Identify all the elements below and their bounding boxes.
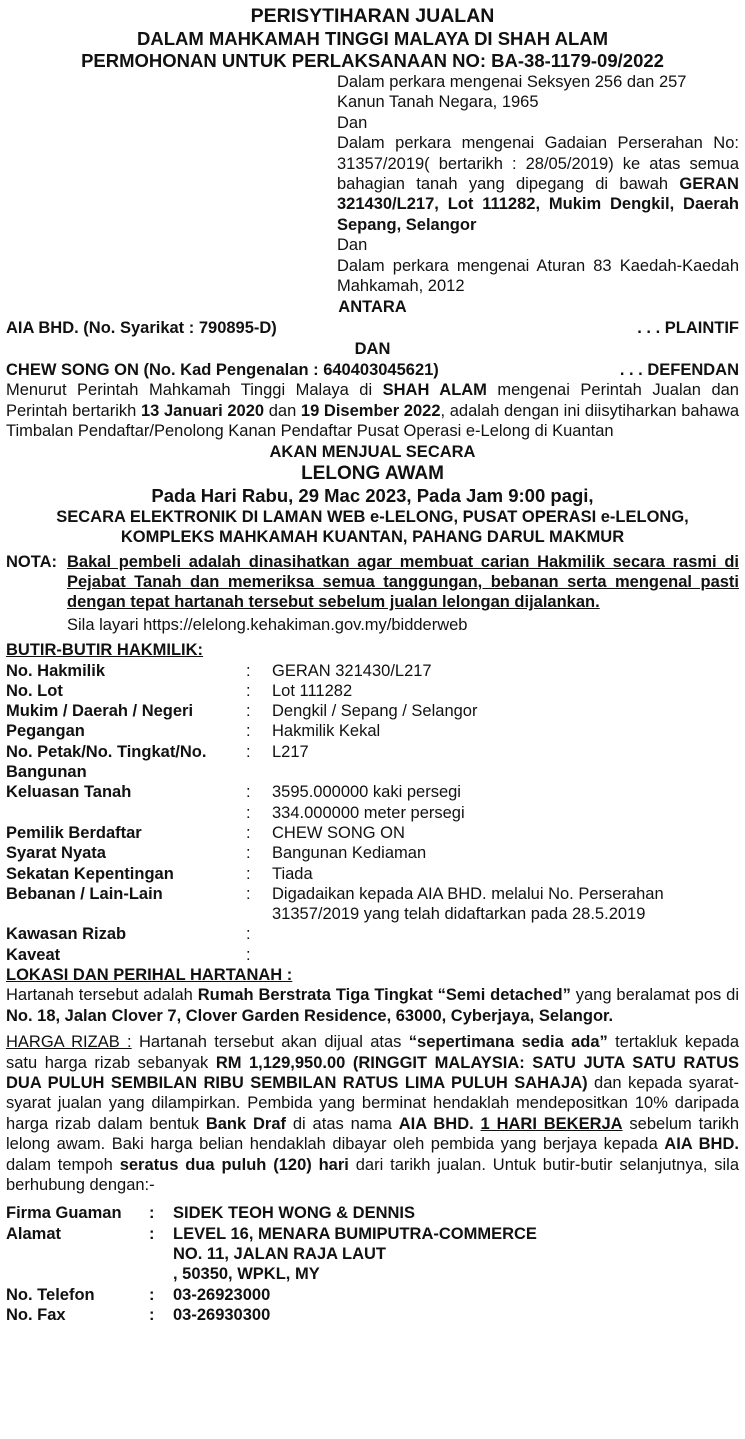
harga-heading: HARGA RIZAB :: [6, 1033, 132, 1052]
detail-separator: :: [246, 783, 251, 802]
address-sep: :: [149, 1224, 155, 1243]
tel-value: 03-26923000: [173, 1285, 271, 1304]
detail-value: Tiada: [272, 864, 313, 883]
detail-label: Kaveat: [6, 945, 61, 964]
harga-reserve-price: RM 1,129,950.00 (RINGGIT MALAYSIA: SATU JUTA SATU RATUS DUA PULUH SEMBILAN RIBU SEMBILAN RATUS LIMA PULUH SAHAJA): [6, 1053, 740, 1093]
harga-payee-2: AIA BHD.: [664, 1135, 739, 1154]
harga-text-2: tertakluk kepada satu harga rizab sebanyak: [6, 1033, 740, 1072]
title-details-row: [6, 701, 739, 721]
auction-line-4: SECARA ELEKTRONIK DI LAMAN WEB e-LELONG, PUSAT OPERASI e-LELONG,: [56, 507, 689, 526]
detail-label: Pemilik Berdaftar: [6, 823, 142, 842]
detail-value: Lot 111282: [272, 681, 353, 700]
matter-line-1a: Dalam perkara mengenai Seksyen 256 dan 257: [337, 73, 687, 91]
detail-separator: :: [246, 661, 251, 680]
detail-separator: :: [246, 742, 251, 761]
detail-value: GERAN 321430/L217: [272, 661, 432, 680]
detail-label: No. Hakmilik: [6, 661, 106, 680]
detail-separator: :: [246, 864, 251, 883]
title-details-table: [6, 661, 739, 965]
detail-separator: :: [246, 925, 251, 944]
title-details-row: [6, 782, 739, 802]
detail-label: No. Petak/No. Tingkat/No. Bangunan: [6, 742, 207, 782]
detail-label: Mukim / Daerah / Negeri: [6, 702, 194, 721]
detail-value: [272, 945, 739, 965]
plaintiff-role: . . . PLAINTIF: [637, 318, 739, 337]
detail-label: Sekatan Kepentingan: [6, 864, 174, 883]
detail-value: 334.000000 meter persegi: [272, 803, 465, 822]
harga-text-5: [474, 1115, 481, 1133]
intro-court: SHAH ALAM: [382, 381, 487, 400]
dan-label: DAN: [354, 340, 391, 359]
lokasi-address: No. 18, Jalan Clover 7, Clover Garden Residence, 63000, Cyberjaya, Selangor.: [6, 1006, 614, 1025]
detail-label: Keluasan Tanah: [6, 783, 132, 802]
detail-separator: :: [246, 945, 251, 964]
plaintiff-name: AIA BHD. (No. Syarikat : 790895-D): [6, 318, 277, 337]
detail-value: [272, 924, 739, 944]
title-details-row: [6, 843, 739, 863]
detail-value: Hakmilik Kekal: [272, 722, 381, 741]
detail-separator: :: [246, 702, 251, 721]
harga-text-3: dan kepada syarat-syarat jualan yang dilampirkan. Pembida yang berminat hendaklah mendepositkan 10% daripada harga rizab dalam bentuk: [6, 1074, 740, 1133]
intro-text-4: , adalah dengan ini diisytiharkan bahawa Timbalan Pendaftar/Penolong Kanan Pendaftar Pusat Operasi e-Lelong di Kuantan: [6, 401, 740, 440]
title-details-row: [6, 742, 739, 783]
nota-body: [67, 552, 739, 636]
matter-line-1b: Kanun Tanah Negara, 1965: [337, 93, 539, 112]
auction-line-1: AKAN MENJUAL SECARA: [269, 443, 476, 462]
detail-value: Bangunan Kediaman: [272, 844, 427, 863]
tel-label: No. Telefon: [6, 1285, 95, 1304]
auction-line-5: KOMPLEKS MAHKAMAH KUANTAN, PAHANG DARUL MAKMUR: [120, 528, 625, 547]
harga-bold-1: “sepertimana sedia ada”: [408, 1033, 608, 1052]
detail-value: L217: [272, 742, 309, 761]
contact-table: [6, 1203, 537, 1325]
contact-row-address: [6, 1224, 537, 1285]
auction-date: Pada Hari Rabu, 29 Mac 2023, Pada Jam 9:00 pagi,: [151, 484, 594, 506]
title-details-row: [6, 721, 739, 741]
title-details-row: [6, 884, 739, 925]
harga-payment-period: seratus dua puluh (120) hari: [119, 1155, 349, 1174]
address-line-1: LEVEL 16, MENARA BUMIPUTRA-COMMERCE: [173, 1224, 537, 1243]
lokasi-paragraph: [6, 985, 739, 1026]
harga-text-6: sebelum tarikh lelong awam. Baki harga belian hendaklah dibayar oleh pembida yang berjaya kepada: [6, 1114, 739, 1154]
matter-charge-text: Dalam perkara mengenai Gadaian Perserahan No: 31357/2019( bertarikh : 28/05/2019) ke atas semua bahagian tanah yang dipegang di bawah: [337, 134, 739, 194]
title-details-row: [6, 864, 739, 884]
tel-sep: :: [149, 1285, 155, 1304]
detail-value: Digadaikan kepada AIA BHD. melalui No. Perserahan 31357/2019 yang telah didaftarkan pada 28.5.2019: [272, 884, 664, 924]
detail-label: Syarat Nyata: [6, 844, 106, 863]
detail-label: Kawasan Rizab: [6, 925, 127, 944]
harga-payee-1: AIA BHD.: [398, 1114, 474, 1133]
auction-line-2: LELONG AWAM: [301, 462, 444, 484]
nota-block: [6, 552, 739, 636]
harga-text-8: dari tarikh jualan. Untuk butir-butir selanjutnya, sila berhubung dengan:-: [6, 1155, 739, 1195]
defendant-role: . . . DEFENDAN: [619, 360, 739, 379]
title-details-row: [6, 823, 739, 843]
matter-charge-paragraph: [337, 133, 739, 235]
detail-label: [6, 803, 246, 823]
lokasi-text-1: Hartanah tersebut adalah: [6, 986, 198, 1005]
plaintiff-row: [6, 318, 739, 338]
detail-label: No. Lot: [6, 681, 63, 700]
detail-separator: :: [246, 844, 251, 863]
harga-working-day: 1 HARI BEKERJA: [480, 1114, 623, 1133]
document-title: PERISYTIHARAN JUALAN: [250, 5, 495, 27]
matter-title-bold: GERAN 321430/L217, Lot 111282, Mukim Dengkil, Daerah Sepang, Selangor: [337, 175, 739, 234]
address-label: Alamat: [6, 1224, 62, 1243]
address-line-2: NO. 11, JALAN RAJA LAUT: [173, 1245, 387, 1264]
detail-separator: :: [246, 884, 251, 903]
harga-text-7: dalam tempoh: [6, 1155, 120, 1174]
detail-label: Bebanan / Lain-Lain: [6, 884, 163, 903]
intro-date-1: 13 Januari 2020: [140, 401, 265, 420]
detail-separator: :: [246, 681, 251, 700]
intro-date-2: 19 Disember 2022: [300, 401, 441, 420]
fax-sep: :: [149, 1305, 155, 1324]
fax-value: 03-26930300: [173, 1305, 271, 1324]
address-line-3: , 50350, WPKL, MY: [173, 1265, 320, 1284]
title-details-row: [6, 661, 739, 681]
application-number: PERMOHONAN UNTUK PERLAKSANAAN NO: BA-38-1179-09/2022: [81, 50, 664, 71]
court-name: DALAM MAHKAMAH TINGGI MALAYA DI SHAH ALAM: [136, 28, 609, 49]
butir-heading: BUTIR-BUTIR HAKMILIK:: [6, 641, 204, 660]
detail-value: Dengkil / Sepang / Selangor: [272, 702, 478, 721]
defendant-row: [6, 360, 739, 380]
sale-proclamation: [6, 0, 739, 1325]
intro-text-1: Menurut Perintah Mahkamah Tinggi Malaya di: [6, 381, 383, 400]
detail-label: Pegangan: [6, 722, 85, 741]
firm-sep: :: [149, 1204, 155, 1223]
title-details-row: [6, 681, 739, 701]
contact-row-firm: [6, 1203, 537, 1223]
matter-dan-2: Dan: [337, 236, 368, 255]
detail-separator: :: [246, 823, 251, 842]
intro-paragraph: [6, 380, 739, 441]
detail-separator: :: [246, 803, 251, 822]
antara-label: ANTARA: [338, 298, 407, 317]
fax-label: No. Fax: [6, 1305, 66, 1324]
defendant-name: CHEW SONG ON (No. Kad Pengenalan : 640403045621): [6, 360, 439, 379]
nota-link: Sila layari https://elelong.kehakiman.gov.my/bidderweb: [67, 615, 468, 634]
harga-text-4: di atas nama: [286, 1114, 399, 1133]
detail-value: 3595.000000 kaki persegi: [272, 783, 461, 802]
lokasi-heading: LOKASI DAN PERIHAL HARTANAH :: [6, 966, 293, 985]
title-details-row: [6, 803, 739, 823]
nota-label: NOTA:: [6, 552, 58, 571]
lokasi-text-2: yang beralamat pos di: [570, 986, 739, 1005]
title-details-row: [6, 924, 739, 944]
intro-text-2: mengenai Perintah Jualan dan Perintah bertarikh: [6, 381, 739, 420]
detail-separator: :: [246, 722, 251, 741]
lokasi-type: Rumah Berstrata Tiga Tingkat “Semi detached”: [197, 986, 571, 1005]
title-details-row: [6, 945, 739, 965]
address-value: [173, 1224, 537, 1285]
contact-row-fax: [6, 1305, 537, 1325]
harga-paragraph: [6, 1032, 739, 1195]
firm-value: SIDEK TEOH WONG & DENNIS: [173, 1204, 416, 1223]
matter-dan-1: Dan: [337, 113, 368, 132]
matter-block: [337, 72, 739, 296]
detail-value: CHEW SONG ON: [272, 823, 405, 842]
contact-row-tel: [6, 1285, 537, 1305]
harga-text-1: Hartanah tersebut akan dijual atas: [131, 1033, 409, 1052]
firm-label: Firma Guaman: [6, 1204, 122, 1223]
nota-text: Bakal pembeli adalah dinasihatkan agar membuat carian Hakmilik secara rasmi di Pejabat Tanah dan memeriksa semua tanggungan, bebanan serta mengenal pasti dengan tepat hartanah tersebut sebelum jualan lelongan dijalankan.: [67, 552, 739, 612]
intro-text-3: dan: [264, 401, 301, 420]
matter-rule-paragraph: Dalam perkara mengenai Aturan 83 Kaedah-Kaedah Mahkamah, 2012: [337, 256, 739, 296]
harga-bank-draft: Bank Draf: [205, 1114, 287, 1133]
